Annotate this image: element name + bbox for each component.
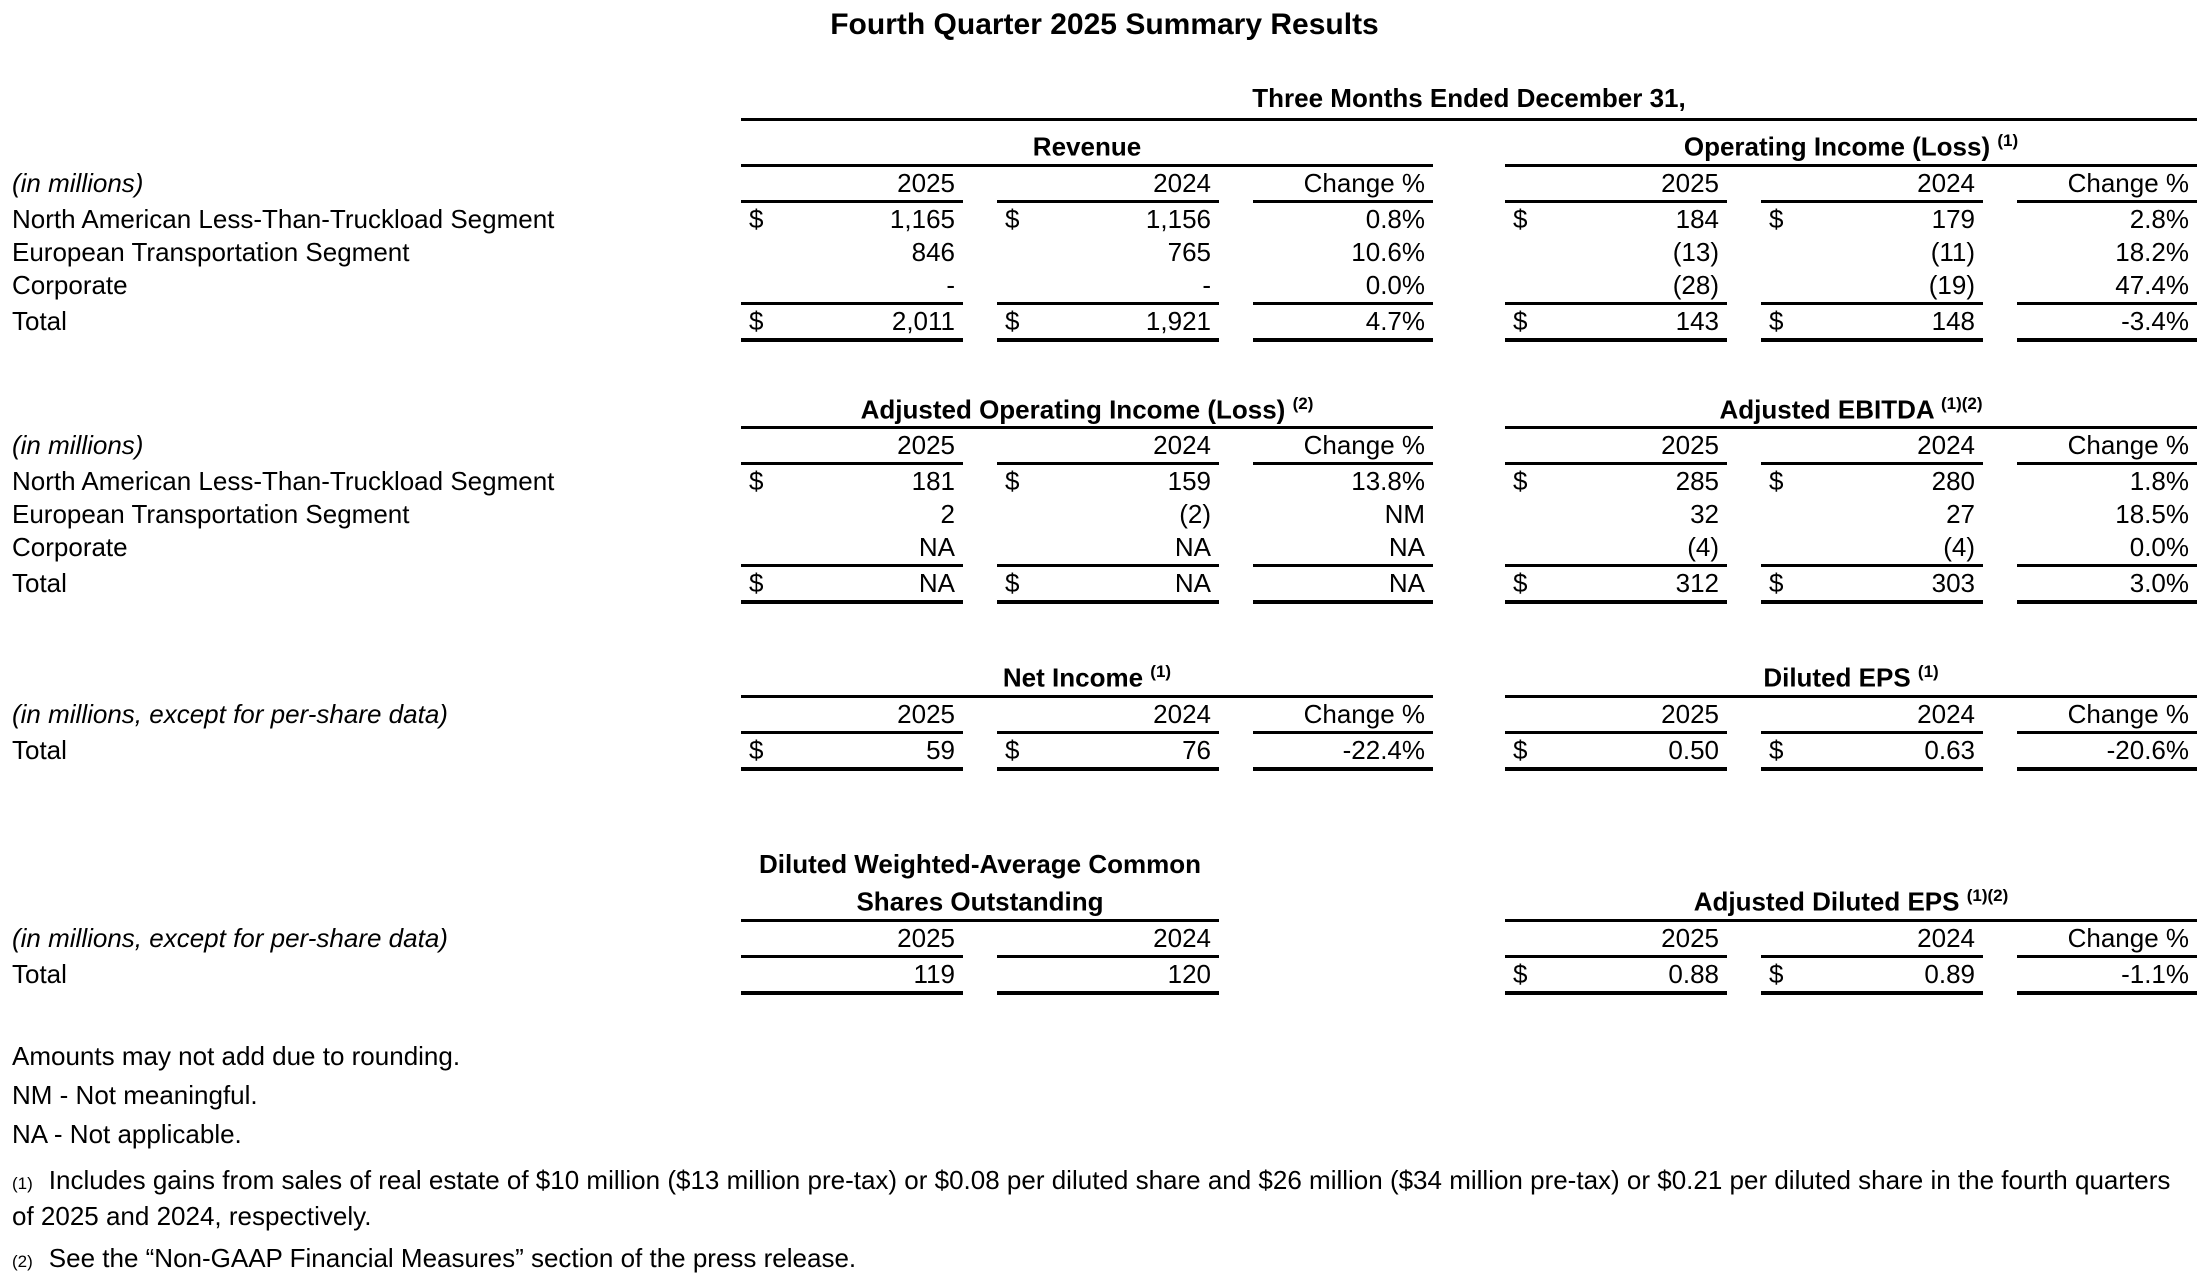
col-header-2025: 2025: [741, 698, 963, 734]
value-cell: -: [1202, 269, 1211, 300]
col-header-2024: 2024: [1761, 698, 1983, 734]
row-label: Total: [12, 958, 67, 989]
col-header-change: Change %: [2017, 167, 2197, 203]
value-cell: $ 1,165: [749, 203, 955, 234]
section-heading-row: [12, 388, 2197, 430]
table-adjusted-oi-ebitda: [12, 388, 2197, 605]
value-cell: NA: [918, 532, 955, 563]
footnote-1: [12, 1164, 2197, 1232]
value-cell: $ 0.89: [1761, 958, 1983, 995]
table-row: [12, 236, 2197, 269]
value-cell: 846: [911, 236, 955, 267]
value-cell: 10.6%: [1351, 236, 1425, 267]
value-cell: $ 159: [1005, 466, 1211, 497]
value-cell: -3.4%: [2017, 302, 2197, 342]
value-cell: $ 280: [1769, 466, 1975, 497]
value-cell: 2: [940, 499, 955, 530]
col-header-2025: 2025: [1505, 167, 1727, 203]
footnote-ref: (1): [1150, 662, 1172, 682]
footnote-ref: (2): [1292, 393, 1314, 413]
table-net-income-diluted-eps: [12, 656, 2197, 771]
col-header-change: Change %: [2017, 429, 2197, 465]
column-header-row: [12, 698, 2197, 734]
value-cell: NA: [1388, 532, 1425, 563]
table-row: [12, 203, 2197, 236]
value-cell: $ 143: [1505, 302, 1727, 342]
value-cell: (19): [1928, 269, 1975, 300]
section-heading-net-income: Net Income $^{(1)}$: [741, 656, 1433, 698]
col-header-change: Change %: [1253, 429, 1433, 465]
table-row: [12, 498, 2197, 531]
col-header-change: Change %: [2017, 698, 2197, 734]
value-cell: NA: [1253, 564, 1433, 604]
value-cell: NA: [1174, 532, 1211, 563]
section-heading-row: [12, 656, 2197, 698]
value-cell: (4): [1943, 532, 1975, 563]
col-header-2024: 2024: [997, 922, 1219, 958]
row-label: Total: [12, 305, 67, 336]
value-cell: $ 0.88: [1505, 958, 1727, 995]
value-cell: 0.0%: [2129, 532, 2189, 563]
column-header-row: [12, 429, 2197, 465]
value-cell: -: [946, 269, 955, 300]
value-cell: (2): [1179, 499, 1211, 530]
footnote-ref: (1)(2): [1966, 885, 2009, 905]
section-heading-operating-income: Operating Income (Loss) $^{(1)}$: [1505, 125, 2197, 167]
row-label: European Transportation Segment: [12, 236, 410, 267]
col-header-2024: 2024: [997, 167, 1219, 203]
units-note: (in millions, except for per-share data): [12, 922, 448, 953]
value-cell: $ 181: [749, 466, 955, 497]
value-cell: $ 0.63: [1761, 734, 1983, 771]
value-cell: $ 285: [1513, 466, 1719, 497]
col-header-2025: 2025: [741, 167, 963, 203]
total-row: [12, 302, 2197, 342]
section-heading-diluted-shares: Diluted Weighted-Average Common Shares Outstanding: [741, 849, 1219, 922]
col-header-2024: 2024: [997, 698, 1219, 734]
footnote-2: [12, 1242, 2197, 1278]
value-cell: 0.8%: [1365, 203, 1425, 234]
col-header-2024: 2024: [997, 429, 1219, 465]
units-note: (in millions): [12, 430, 144, 461]
value-cell: $ 1,921: [997, 302, 1219, 342]
value-cell: (4): [1687, 532, 1719, 563]
value-cell: 18.5%: [2115, 499, 2189, 530]
value-cell: 47.4%: [2115, 269, 2189, 300]
units-note: (in millions): [12, 167, 144, 198]
table-row: [12, 465, 2197, 498]
period-header-row: [12, 82, 2197, 121]
note-rounding: Amounts may not add due to rounding.: [12, 1040, 461, 1071]
value-cell: (13): [1672, 236, 1719, 267]
period-header: Three Months Ended December 31,: [741, 82, 2197, 121]
footnote-ref: (1): [1997, 131, 2019, 150]
value-cell: 120: [997, 958, 1219, 995]
col-header-2024: 2024: [1761, 167, 1983, 203]
footnote-2-text: See the “Non-GAAP Financial Measures” section of the press release.: [48, 1242, 857, 1273]
total-row: [12, 958, 2197, 995]
row-label: North American Less-Than-Truckload Segment: [12, 466, 555, 497]
value-cell: 13.8%: [1351, 466, 1425, 497]
value-cell: 32: [1690, 499, 1719, 530]
total-row: [12, 564, 2197, 604]
total-row: [12, 734, 2197, 771]
section-heading-adjusted-diluted-eps: Adjusted Diluted EPS $^{(1)(2)}$: [1505, 880, 2197, 922]
value-cell: NM: [1384, 499, 1425, 530]
table-row: [12, 531, 2197, 564]
value-cell: 1.8%: [2129, 466, 2189, 497]
column-header-row: [12, 922, 2197, 958]
section-heading-row: [12, 125, 2197, 167]
value-cell: 18.2%: [2115, 236, 2189, 267]
value-cell: -22.4%: [1253, 734, 1433, 771]
col-header-2025: 2025: [1505, 698, 1727, 734]
value-cell: $ 0.50: [1505, 734, 1727, 771]
page-title: Fourth Quarter 2025 Summary Results: [830, 8, 1379, 41]
note-nm: NM - Not meaningful.: [12, 1079, 258, 1110]
col-header-2025: 2025: [1505, 429, 1727, 465]
col-header-2024: 2024: [1761, 429, 1983, 465]
section-heading-row: [12, 849, 2197, 922]
column-header-row: [12, 167, 2197, 203]
row-label: Corporate: [12, 532, 128, 563]
footnote-1-marker: (1): [12, 1173, 33, 1193]
table-revenue-operating-income: [12, 125, 2197, 342]
value-cell: 2.8%: [2129, 203, 2189, 234]
section-heading-revenue: Revenue: [741, 125, 1433, 167]
value-cell: (28): [1672, 269, 1719, 300]
table-row: [12, 269, 2197, 302]
footnote-ref: (1): [1917, 662, 1939, 682]
value-cell: 0.0%: [1365, 269, 1425, 300]
value-cell: 3.0%: [2017, 564, 2197, 604]
value-cell: $ 76: [997, 734, 1219, 771]
value-cell: $ 2,011: [741, 302, 963, 342]
section-heading-adjusted-operating-income: Adjusted Operating Income (Loss) $^{(2)}$: [741, 388, 1433, 430]
value-cell: $ 59: [741, 734, 963, 771]
value-cell: $ 303: [1761, 564, 1983, 604]
value-cell: $ 184: [1513, 203, 1719, 234]
value-cell: 4.7%: [1253, 302, 1433, 342]
col-header-2024: 2024: [1761, 922, 1983, 958]
row-label: Corporate: [12, 269, 128, 300]
col-header-change: Change %: [1253, 698, 1433, 734]
value-cell: (11): [1930, 236, 1975, 267]
table-shares-adjusted-eps: [12, 849, 2197, 995]
col-header-2025: 2025: [741, 922, 963, 958]
section-heading-adjusted-ebitda: Adjusted EBITDA $^{(1)(2)}$: [1505, 388, 2197, 430]
value-cell: $ 1,156: [1005, 203, 1211, 234]
footnotes: [12, 1037, 2197, 1278]
footnote-1-text: Includes gains from sales of real estate of $10 million ($13 million pre-tax) or $0.08 per diluted share and $26 million ($34 million pre-tax) or $0.21 per diluted share in the fourth quarters of 2025 and 2024, respectively.: [12, 1164, 2171, 1231]
col-header-change: Change %: [1253, 167, 1433, 203]
section-heading-diluted-eps: Diluted EPS $^{(1)}$: [1505, 656, 2197, 698]
row-label: Total: [12, 734, 67, 765]
col-header-change: Change %: [2017, 922, 2197, 958]
row-label: Total: [12, 568, 67, 599]
row-label: European Transportation Segment: [12, 499, 410, 530]
col-header-2025: 2025: [741, 429, 963, 465]
value-cell: $ 312: [1505, 564, 1727, 604]
note-na: NA - Not applicable.: [12, 1118, 242, 1149]
footnote-ref: (1)(2): [1940, 393, 1983, 413]
value-cell: -20.6%: [2017, 734, 2197, 771]
value-cell: 119: [741, 958, 963, 995]
row-label: North American Less-Than-Truckload Segment: [12, 203, 555, 234]
value-cell: $ 148: [1761, 302, 1983, 342]
footnote-2-marker: (2): [12, 1251, 33, 1271]
value-cell: -1.1%: [2017, 958, 2197, 995]
col-header-2025: 2025: [1505, 922, 1727, 958]
value-cell: $ NA: [997, 564, 1219, 604]
units-note: (in millions, except for per-share data): [12, 698, 448, 729]
value-cell: 27: [1946, 499, 1975, 530]
value-cell: 765: [1167, 236, 1211, 267]
value-cell: $ 179: [1769, 203, 1975, 234]
value-cell: $ NA: [741, 564, 963, 604]
